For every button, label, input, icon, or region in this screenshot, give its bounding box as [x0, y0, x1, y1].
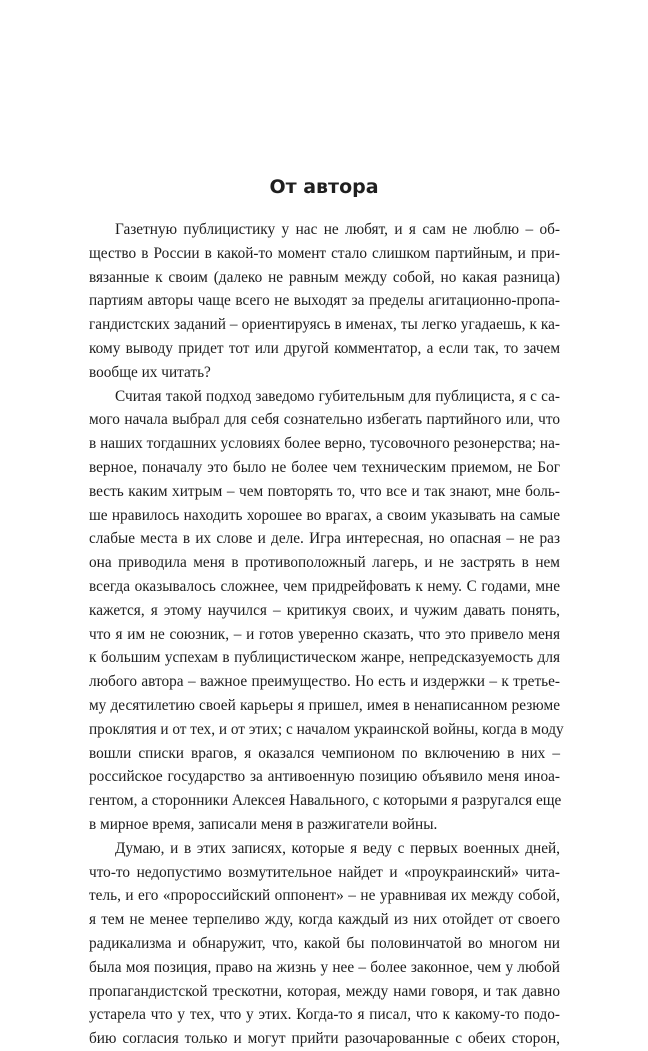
- text-line: радикализма и обнаружит, что, какой бы половинчатой во многом ни: [89, 934, 560, 952]
- text-line: вообще их читать?: [89, 363, 211, 381]
- text-line: была моя позиция, право на жизнь у нее – более законное, чем у любой: [89, 958, 560, 976]
- text-line: тель, и его «пророссийский оппонент» – не уравнивая их между собой,: [89, 887, 560, 905]
- text-line: Считая такой подход заведомо губительным для публициста, я с са-: [115, 387, 560, 405]
- text-line: верное, поначалу это было не более чем техническим приемом, не Бог: [89, 458, 560, 476]
- body-text: [89, 218, 564, 1051]
- text-line: гандистских заданий – ориентируясь в именах, ты легко угадаешь, к ка-: [89, 316, 560, 334]
- paragraph: [89, 385, 564, 837]
- text-line: весть каким хитрым – чем повторять то, что все и так знают, мне боль-: [89, 482, 560, 500]
- text-line: кажется, я этому научился – критикуя своих, и чужим давать понять,: [89, 601, 560, 619]
- text-line: она приводила меня в противоположный лагерь, и не застрять в нем: [89, 554, 560, 572]
- paragraph: [89, 837, 560, 1051]
- text-line: я тем не менее терпеливо жду, когда каждый из них отойдет от своего: [89, 911, 560, 929]
- text-line: партиям авторы чаще всего не выходят за пределы агитационно-пропа-: [89, 292, 560, 310]
- text-line: мого начала выбрал для себя сознательно избегать партийного или, что: [89, 411, 560, 429]
- text-line: бию согласия только и могут прийти разочарованные с обеих сторон,: [89, 1030, 560, 1048]
- text-line: ше нравилось находить хорошее во врагах, а своим указывать на самые: [89, 506, 560, 524]
- text-line: пропагандистской трескотни, которая, между нами говоря, и так давно: [89, 982, 560, 1000]
- text-line: щество в России в какой-то момент стало слишком партийным, и при-: [89, 244, 560, 262]
- text-line: проклятия и от тех, и от этих; с началом украинской войны, когда в моду: [89, 720, 564, 738]
- text-line: в наших тогдашних условиях более верно, тусовочного резонерства; на-: [89, 435, 560, 453]
- chapter-title: От автора: [269, 176, 379, 198]
- text-line: слабые места в их слове и деле. Игра интересная, но опасная – не раз: [89, 530, 560, 548]
- text-line: вошли списки врагов, я оказался чемпионом по включению в них –: [89, 744, 560, 762]
- text-line: в мирное время, записали меня в разжигатели войны.: [89, 815, 438, 833]
- text-line: Думаю, и в этих записях, которые я веду с первых военных дней,: [115, 839, 560, 857]
- text-line: российское государство за антивоенную позицию объявило меня иноа-: [89, 768, 560, 786]
- text-line: любого автора – важное преимущество. Но есть и издержки – к третье-: [89, 673, 560, 691]
- text-line: что-то недопустимо возмутительное найдет и «проукраинский» чита-: [89, 863, 560, 881]
- text-line: му десятилетию своей карьеры я пришел, имея в ненаписанном резюме: [89, 696, 560, 714]
- text-line: вязанные к своим (далеко не равным между собой, но какая разница): [89, 268, 560, 286]
- text-line: к большим успехам в публицистическом жанре, непредсказуемость для: [89, 649, 560, 667]
- text-line: всегда оказывалось сложнее, чем придрейфовать к нему. С годами, мне: [89, 577, 560, 595]
- text-line: гентом, а сторонники Алексея Навального, с которыми я разругался еще: [89, 792, 562, 810]
- text-line: устарела что у тех, что у этих. Когда-то я писал, что к какому-то подо-: [89, 1006, 560, 1024]
- text-line: кому выводу придет тот или другой комментатор, а если так, то зачем: [89, 339, 560, 357]
- text-line: Газетную публицистику у нас не любят, и я сам не люблю – об-: [115, 221, 560, 238]
- paragraph: [89, 218, 560, 385]
- text-line: что я им не союзник, – и готов уверенно сказать, что это привело меня: [89, 625, 560, 643]
